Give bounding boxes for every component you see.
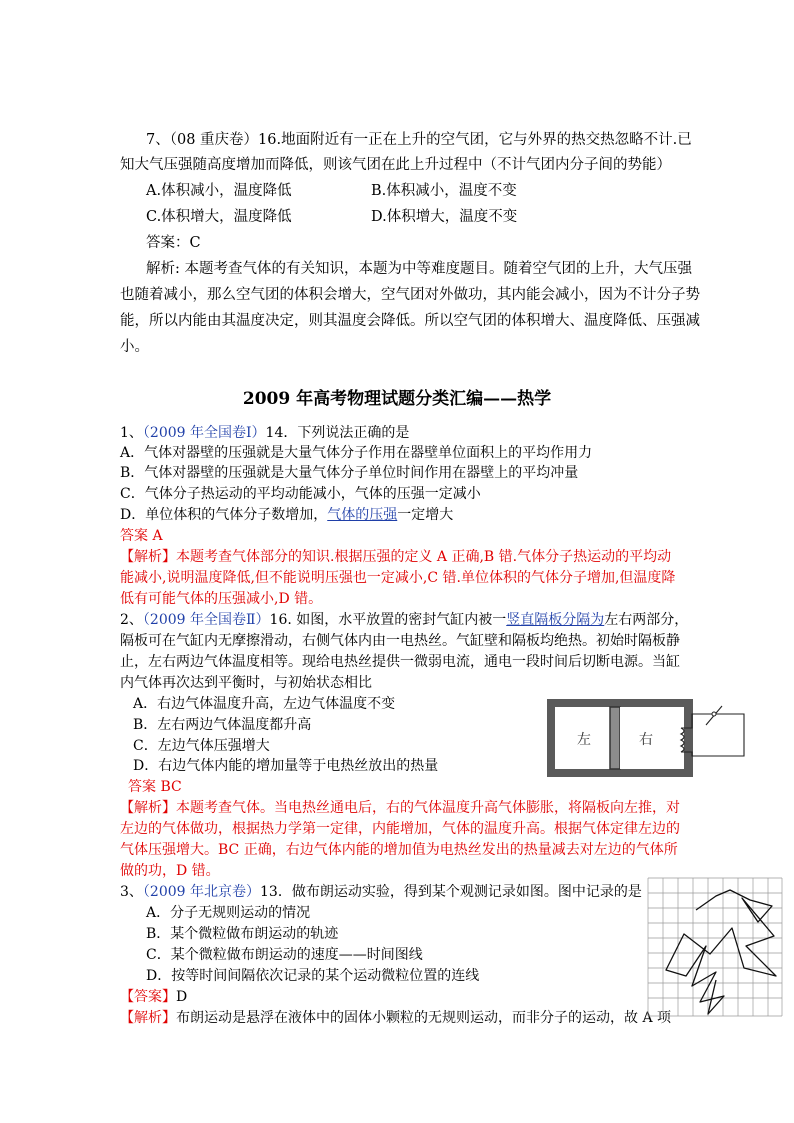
q3-explanation-text: 布朗运动是悬浮在液体中的固体小颗粒的无规则运动，而非分子的运动，故 A 项	[176, 1010, 672, 1026]
section-title: 2009 年高考物理试题分类汇编——热学	[242, 389, 552, 409]
q3-option-c: C．某个微粒做布朗运动的速度——时间图线	[146, 947, 423, 963]
q3-stem-text: 13．做布朗运动实验，得到某个观测记录如图。图中记录的是	[260, 884, 642, 900]
q3-number: 3、	[120, 884, 143, 900]
q7-explanation-line-1: 解析: 本题考查气体的有关知识，本题为中等难度题目。随着空气团的上升，大气压强	[146, 261, 692, 277]
q3-stem	[120, 882, 642, 902]
q3-option-a: A．分子无规则运动的情况	[146, 905, 311, 921]
q2-number: 2、	[120, 612, 143, 628]
switch-contact-icon	[712, 712, 716, 716]
q2-stem-line-1	[120, 610, 688, 630]
q1-explanation-line-1: 【解析】本题考查气体部分的知识.根据压强的定义 A 正确,B 错.气体分子热运动的平均动	[120, 549, 672, 565]
q2-stem-line-3: 止，左右两边气体温度相等。现给电热丝提供一微弱电流，通电一段时间后切断电源。当缸	[120, 654, 680, 670]
q3-answer-label: 【答案】	[120, 989, 176, 1005]
q3-option-b: B．某个微粒做布朗运动的轨迹	[146, 926, 339, 942]
q7-explanation-line-3: 能，所以内能由其温度决定，则其温度会降低。所以空气团的体积增大、温度降低、压强减	[120, 313, 700, 329]
particle-path	[666, 890, 776, 1014]
q2-explanation-line-2: 左边的气体做功，根据热力学第一定律，内能增加，气体的温度升高。根据气体定律左边的	[120, 821, 680, 837]
q2-explanation-line-3: 气体压强增大。BC 正确，右边气体内能的增加值为电热丝发出的热量减去对左边的气体所	[120, 842, 678, 858]
cylinder-diagram	[546, 698, 756, 778]
q2-option-b: B．左右两边气体温度都升高	[133, 717, 312, 733]
q7-stem-line-2: 知大气压强随高度增加而降低，则该气团在此上升过程中（不计气团内分子间的势能）	[120, 157, 671, 173]
q3-source: （2009 年北京卷）	[142, 884, 261, 900]
q1-explanation-line-3: 低有可能气体的压强减小,D 错。	[120, 591, 323, 607]
q1-number: 1、	[120, 425, 143, 441]
q2-option-c: C．左边气体压强增大	[133, 738, 270, 754]
q2-explanation-line-4: 做的功，D 错。	[120, 863, 220, 879]
q1-option-a: A．气体对器壁的压强就是大量气体分子作用在器壁单位面积上的平均作用力	[120, 445, 593, 461]
q7-option-d: D.体积增大，温度不变	[371, 209, 518, 225]
q2-explanation-line-1: 【解析】本题考查气体。当电热丝通电后，右的气体温度升高气体膨胀，将隔板向左推，对	[120, 800, 680, 816]
q7-explanation-line-2: 也随着减小，那么空气团的体积会增大，空气团对外做功，其内能会减小，因为不计分子势	[120, 287, 700, 303]
q7-option-a: A.体积减小，温度降低	[146, 183, 292, 199]
q7-option-c: C.体积增大，温度降低	[146, 209, 292, 225]
q2-source: （2009 年全国卷Ⅱ）	[142, 612, 270, 628]
right-chamber-label: 右	[639, 732, 653, 748]
q3-explanation	[120, 1008, 671, 1028]
q3-answer-value: D	[176, 989, 188, 1005]
q2-option-a: A．右边气体温度升高，左边气体温度不变	[133, 696, 396, 712]
grid	[648, 878, 782, 1016]
q2-option-d: D．右边气体内能的增加量等于电热丝放出的热量	[133, 758, 439, 774]
q1-source: （2009 年全国卷Ⅰ）	[142, 425, 266, 441]
q1-answer: 答案 A	[120, 528, 163, 544]
q1-option-d-link[interactable]: 气体的压强	[327, 507, 398, 523]
q1-stem-text: 14．下列说法正确的是	[265, 425, 410, 441]
q1-option-c: C．气体分子热运动的平均动能减小，气体的压强一定减小	[120, 486, 481, 502]
q2-stem-line-2: 隔板可在气缸内无摩擦滑动，右侧气体内由一电热丝。气缸壁和隔板均绝热。初始时隔板静	[120, 633, 680, 649]
q2-stem-post: 左右两部分，	[604, 612, 689, 628]
q3-option-d: D．按等时间间隔依次记录的某个运动微粒位置的连线	[146, 968, 480, 984]
q7-answer: 答案：C	[146, 235, 201, 251]
q1-option-b: B．气体对器壁的压强就是大量气体分子单位时间作用在器壁上的平均冲量	[120, 465, 579, 481]
q2-stem-link[interactable]: 竖直隔板分隔为	[506, 612, 605, 628]
q2-answer: 答案 BC	[128, 779, 182, 795]
q3-answer	[120, 987, 187, 1007]
q7-explanation-line-4: 小。	[120, 339, 149, 355]
cylinder-partition	[610, 707, 620, 769]
brownian-motion-figure	[646, 876, 784, 1018]
q7-option-b: B.体积减小，温度不变	[371, 183, 517, 199]
q1-option-d-text-pre: D．单位体积的气体分子数增加，	[120, 507, 328, 523]
q7-stem-line-1: 7、（08 重庆卷）16.地面附近有一正在上升的空气团，它与外界的热交热忽略不计.已	[146, 132, 692, 148]
q2-stem-line-4: 内气体再次达到平衡时，与初始状态相比	[120, 675, 372, 691]
q1-option-d	[120, 505, 453, 525]
q1-option-d-text-post: 一定增大	[397, 507, 454, 523]
q3-explanation-label: 【解析】	[120, 1010, 176, 1026]
q2-stem-pre: 16. 如图，水平放置的密封气缸内被一	[269, 612, 507, 628]
q1-stem	[120, 423, 409, 443]
q1-explanation-line-2: 能减小,说明温度降低,但不能说明压强也一定减小,C 错.单位体积的气体分子增加,但温度降	[120, 570, 676, 586]
left-chamber-label: 左	[577, 732, 591, 748]
